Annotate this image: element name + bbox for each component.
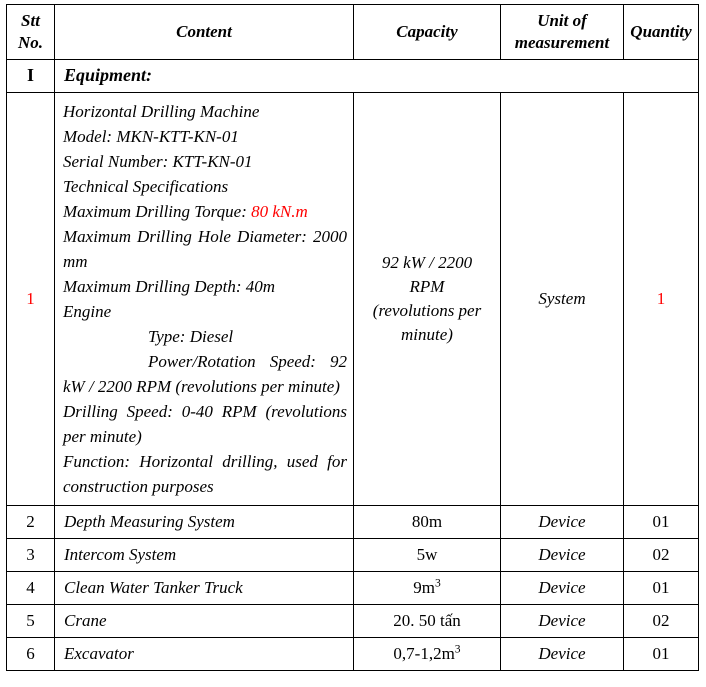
- column-header-stt-line2: No.: [17, 33, 44, 52]
- table-row: [7, 539, 699, 572]
- column-header-quantity: Quantity: [624, 5, 699, 60]
- specification-line: Model: MKN-KTT-KN-01: [63, 127, 239, 146]
- specification-line: Maximum Drilling Hole Diameter: 2000 mm: [63, 227, 347, 271]
- row-number: 6: [7, 638, 55, 671]
- row-content: Depth Measuring System: [55, 506, 354, 539]
- row-unit: Device: [501, 638, 624, 671]
- row-quantity: 01: [624, 638, 699, 671]
- row-number: 2: [7, 506, 55, 539]
- specification-line: Technical Specifications: [63, 177, 229, 196]
- capacity-line: (revolutions per: [372, 301, 482, 320]
- specification-line: Horizontal Drilling Machine: [63, 102, 260, 121]
- row-quantity: 1: [624, 93, 699, 506]
- table-row: [7, 638, 699, 671]
- row-number: 1: [7, 93, 55, 506]
- capacity-value: 5w: [416, 545, 438, 565]
- row-unit: Device: [501, 506, 624, 539]
- row-quantity: 01: [624, 506, 699, 539]
- row-quantity: 02: [624, 539, 699, 572]
- row-content: Clean Water Tanker Truck: [55, 572, 354, 605]
- capacity-exponent: 3: [434, 576, 441, 590]
- row-capacity: [354, 506, 501, 539]
- specification-line: Drilling Speed: 0-40 RPM (revolutions per minute): [63, 402, 347, 446]
- row-capacity: [354, 539, 501, 572]
- column-header-unit-line1: Unit of: [537, 11, 587, 31]
- specification-line: Maximum Drilling Depth: 40m: [63, 277, 276, 296]
- capacity-value: 20. 50 tấn: [393, 611, 461, 631]
- row-quantity: 02: [624, 605, 699, 638]
- row-capacity: [354, 572, 501, 605]
- table-row: [7, 605, 699, 638]
- column-header-unit: [501, 5, 624, 60]
- row-unit: Device: [501, 605, 624, 638]
- row-capacity: [354, 605, 501, 638]
- row-content: Intercom System: [55, 539, 354, 572]
- row-unit: System: [501, 93, 624, 506]
- row-number: 5: [7, 605, 55, 638]
- row-content-specifications: [55, 93, 354, 506]
- capacity-line: minute): [401, 325, 453, 344]
- capacity-line-list: [360, 251, 494, 347]
- row-number: 3: [7, 539, 55, 572]
- row-number: 4: [7, 572, 55, 605]
- column-header-stt: [7, 5, 55, 60]
- specification-line: Type: Diesel: [148, 327, 234, 346]
- highlighted-value: 80 kN.m: [251, 202, 308, 221]
- row-content: Crane: [55, 605, 354, 638]
- specification-line: Engine: [63, 302, 112, 321]
- specification-line: Serial Number: KTT-KN-01: [63, 152, 253, 171]
- specification-line: Maximum Drilling Torque: 80 kN.m: [63, 202, 308, 221]
- capacity-line: 92 kW / 2200: [381, 253, 473, 272]
- table-row-drilling-machine: [7, 93, 699, 506]
- row-capacity: [354, 93, 501, 506]
- capacity-line: RPM: [409, 277, 445, 296]
- column-header-content: Content: [55, 5, 354, 60]
- capacity-value: 80m: [411, 512, 443, 532]
- specification-line: Power/Rotation Speed: 92 kW / 2200 RPM (revolutions per minute): [63, 352, 347, 396]
- specification-line: Function: Horizontal drilling, used for construction purposes: [63, 452, 347, 496]
- specification-line-list: [63, 99, 347, 499]
- row-content: Excavator: [55, 638, 354, 671]
- table-row: [7, 572, 699, 605]
- section-label: Equipment:: [55, 60, 699, 93]
- row-capacity: [354, 638, 501, 671]
- column-header-capacity: Capacity: [354, 5, 501, 60]
- capacity-exponent: 3: [454, 642, 461, 656]
- row-unit: Device: [501, 539, 624, 572]
- table-header-row: [7, 5, 699, 60]
- equipment-table: [6, 4, 699, 671]
- section-row-equipment: [7, 60, 699, 93]
- column-header-stt-line1: Stt: [21, 11, 40, 31]
- capacity-value: 9m: [413, 578, 435, 598]
- row-quantity: 01: [624, 572, 699, 605]
- section-number: I: [7, 60, 55, 93]
- row-unit: Device: [501, 572, 624, 605]
- capacity-value: 0,7-1,2m: [393, 644, 455, 664]
- column-header-unit-line2: measurement: [514, 33, 610, 52]
- table-row: [7, 506, 699, 539]
